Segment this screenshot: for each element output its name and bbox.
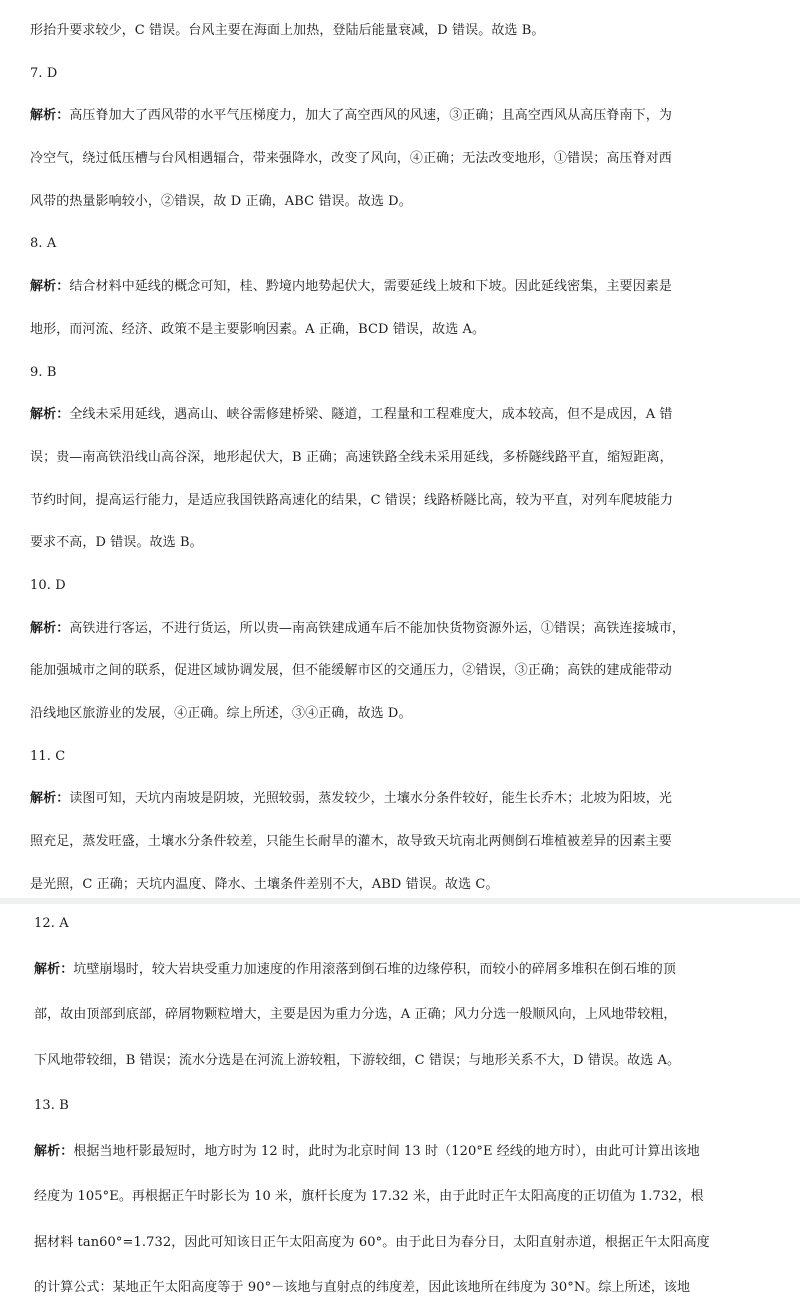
explanation-line [34, 1179, 779, 1225]
explanation-line [30, 142, 780, 185]
line-text: 经度为 105°E。再根据正午时影长为 10 米，旗杆长度为 17.32 米，由于此时正午太阳高度的正切值为 1.732，根 [34, 1189, 704, 1204]
explanation-line [34, 952, 779, 998]
line-text: 根据当地杆影最短时，地方时为 12 时，此时为北京时间 13 时（120°E 经线的地方时），由此可计算出该地 [73, 1143, 700, 1159]
line-text: 9. B [30, 364, 57, 380]
line-text: 能加强城市之间的联系，促进区域协调发展，但不能缓解市区的交通压力，②错误，③正确；高铁的建成能带动 [30, 663, 672, 679]
explanation-line [30, 313, 780, 356]
explanation-line [30, 185, 780, 228]
explanation-line [30, 782, 780, 825]
line-text: 沿线地区旅游业的发展，④正确。综上所述，③④正确，故选 D。 [30, 706, 412, 721]
line-text: 形抬升要求较少，C 错误。台风主要在海面上加热，登陆后能量衰减，D 错误。故选 B。 [30, 23, 545, 38]
explanation-label: 解析： [30, 791, 70, 807]
explanation-line [30, 270, 780, 313]
line-text: 坑壁崩塌时，较大岩块受重力加速度的作用滚落到倒石堆的边缘停积，而较小的碎屑多堆积在倒石堆的顶 [73, 961, 676, 977]
explanation-line [30, 441, 780, 484]
explanation-line [30, 484, 780, 527]
line-text: 节约时间，提高运行能力，是适应我国铁路高速化的结果，C 错误；线路桥隧比高，较为平直，对列车爬坡能力 [30, 492, 674, 508]
line-text: 要求不高，D 错误。故选 B。 [30, 535, 203, 551]
line-text: 冷空气，绕过低压槽与台风相遇辐合，带来强降水，改变了风向，④正确；无法改变地形，①错误；高压脊对西 [30, 151, 672, 167]
explanation-line [30, 14, 780, 57]
answer-number [34, 1088, 779, 1134]
line-text: 13. B [34, 1098, 69, 1113]
line-text: 部，故由顶部到底部，碎屑物颗粒增大，主要是因为重力分选，A 正确；风力分选一般顺风向，上风地带较粗， [34, 1007, 677, 1022]
answer-number [30, 227, 780, 270]
line-text: 高铁进行客运，不进行货运，所以贵—南高铁建成通车后不能加快货物资源外运，①错误；高铁连接城市， [69, 620, 686, 636]
explanation-line [34, 1043, 779, 1089]
line-text: 12. A [34, 916, 69, 931]
explanation-line [30, 398, 780, 441]
answer-section-bottom [34, 906, 779, 1316]
explanation-line [34, 1270, 779, 1316]
line-text: 11. C [30, 748, 66, 764]
line-text: 的计算公式：某地正午太阳高度等于 90°－该地与直射点的纬度差，因此该地所在纬度为 30°N。综上所述，该地 [34, 1280, 691, 1295]
line-text: 下风地带较细，B 错误；流水分选是在河流上游较粗，下游较细，C 错误；与地形关系不大，D 错误。故选 A。 [34, 1052, 681, 1068]
explanation-label: 解析： [34, 961, 74, 977]
explanation-line [30, 697, 780, 740]
line-text: 据材料 tan60°=1.732，因此可知该日正午太阳高度为 60°。由于此日为春分日，太阳直射赤道，根据正午太阳高度 [34, 1234, 710, 1250]
answer-number [34, 906, 779, 952]
explanation-label: 解析： [30, 620, 70, 636]
line-text: 是光照，C 正确；天坑内温度、降水、土壤条件差别不大，ABD 错误。故选 C。 [30, 876, 499, 892]
line-text: 高压脊加大了西风带的水平气压梯度力，加大了高空西风的风速，③正确；且高空西风从高压脊南下，为 [69, 108, 672, 124]
explanation-line [34, 997, 779, 1043]
explanation-label: 解析： [34, 1143, 74, 1159]
explanation-line [30, 868, 780, 911]
explanation-line [30, 612, 780, 655]
line-text: 全线未采用延线，遇高山、峡谷需修建桥梁、隧道，工程量和工程难度大，成本较高，但不是成因，A 错 [69, 407, 673, 423]
line-text: 误；贵—南高铁沿线山高谷深，地形起伏大，B 正确；高速铁路全线未采用延线，多桥隧线路平直，缩短距离， [30, 449, 673, 465]
line-text: 7. D [30, 65, 58, 81]
line-text: 风带的热量影响较小，②错误，故 D 正确，ABC 错误。故选 D。 [30, 193, 412, 209]
line-text: 读图可知，天坑内南坡是阴坡，光照较弱，蒸发较少，土壤水分条件较好，能生长乔木；北坡为阳坡，光 [69, 791, 672, 807]
line-text: 8. A [30, 236, 57, 252]
answer-number [30, 740, 780, 783]
answer-number [30, 356, 780, 399]
explanation-label: 解析： [30, 108, 70, 124]
explanation-line [34, 1225, 779, 1271]
explanation-line [30, 654, 780, 697]
explanation-label: 解析： [30, 407, 70, 423]
answer-number [30, 569, 780, 612]
explanation-label: 解析： [30, 279, 70, 295]
explanation-line [30, 526, 780, 569]
line-text: 地形，而河流、经济、政策不是主要影响因素。A 正确，BCD 错误，故选 A。 [30, 321, 486, 337]
explanation-line [30, 825, 780, 868]
answer-number [30, 57, 780, 100]
line-text: 照充足，蒸发旺盛，土壤水分条件较差，只能生长耐旱的灌木，故导致天坑南北两侧倒石堆植被差异的因素主要 [30, 834, 672, 850]
page-divider [0, 898, 800, 904]
explanation-line [30, 99, 780, 142]
answer-section-top [30, 14, 780, 910]
line-text: 10. D [30, 577, 66, 593]
explanation-line [34, 1134, 779, 1180]
line-text: 结合材料中延线的概念可知，桂、黔境内地势起伏大，需要延线上坡和下坡。因此延线密集，主要因素是 [69, 279, 672, 295]
